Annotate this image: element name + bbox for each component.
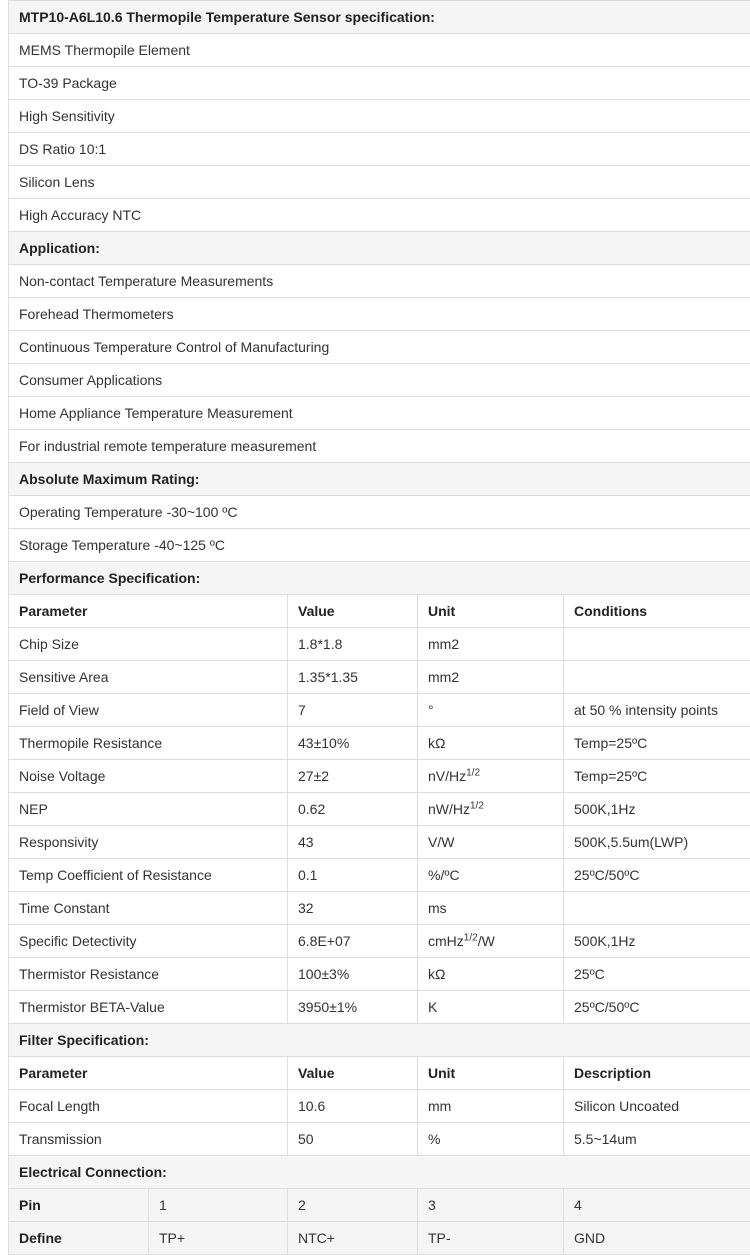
pin-number: 4 bbox=[564, 1189, 750, 1222]
column-header: Unit bbox=[418, 1057, 564, 1090]
description-cell: 5.5~14um bbox=[564, 1123, 750, 1156]
value-cell: 1.35*1.35 bbox=[288, 661, 418, 694]
value-cell: 50 bbox=[288, 1123, 418, 1156]
table-row bbox=[9, 1090, 750, 1123]
value-cell: 1.8*1.8 bbox=[288, 628, 418, 661]
value-cell: 0.1 bbox=[288, 859, 418, 892]
performance-title: Performance Specification: bbox=[9, 562, 750, 595]
table-row bbox=[9, 760, 750, 793]
value-cell: 6.8E+07 bbox=[288, 925, 418, 958]
unit-cell: ° bbox=[418, 694, 564, 727]
condition-cell: Temp=25ºC bbox=[564, 760, 750, 793]
unit-cell: mm2 bbox=[418, 628, 564, 661]
application-item: Forehead Thermometers bbox=[9, 298, 750, 331]
table-row bbox=[9, 859, 750, 892]
pin-number: 2 bbox=[288, 1189, 418, 1222]
table-row bbox=[9, 1123, 750, 1156]
pin-number: 1 bbox=[149, 1189, 288, 1222]
unit-base: cmHz bbox=[428, 933, 464, 949]
param-cell: Thermistor BETA-Value bbox=[9, 991, 288, 1024]
feature-row bbox=[9, 67, 750, 100]
column-header: Parameter bbox=[9, 595, 288, 628]
unit-suffix: /W bbox=[478, 933, 495, 949]
spec-title: MTP10-A6L10.6 Thermopile Temperature Sensor specification: bbox=[9, 1, 750, 34]
column-header: Conditions bbox=[564, 595, 750, 628]
value-cell: 7 bbox=[288, 694, 418, 727]
spec-document bbox=[8, 0, 750, 1217]
value-cell: 43±10% bbox=[288, 727, 418, 760]
column-header: Description bbox=[564, 1057, 750, 1090]
unit-exponent: 1/2 bbox=[470, 800, 484, 811]
condition-cell: Temp=25ºC bbox=[564, 727, 750, 760]
application-row bbox=[9, 397, 750, 430]
param-cell: Sensitive Area bbox=[9, 661, 288, 694]
pin-label: Pin bbox=[9, 1189, 149, 1222]
value-cell: 32 bbox=[288, 892, 418, 925]
absolute-title: Absolute Maximum Rating: bbox=[9, 463, 750, 496]
application-row bbox=[9, 331, 750, 364]
condition-cell bbox=[564, 628, 750, 661]
application-item: Non-contact Temperature Measurements bbox=[9, 265, 750, 298]
column-header: Value bbox=[288, 595, 418, 628]
param-cell: Noise Voltage bbox=[9, 760, 288, 793]
condition-cell: 25ºC/50ºC bbox=[564, 991, 750, 1024]
condition-cell: 25ºC bbox=[564, 958, 750, 991]
filter-header-row bbox=[9, 1057, 750, 1090]
param-cell: Field of View bbox=[9, 694, 288, 727]
param-cell: Chip Size bbox=[9, 628, 288, 661]
unit-cell: K bbox=[418, 991, 564, 1024]
param-cell: Focal Length bbox=[9, 1090, 288, 1123]
electrical-title: Electrical Connection: bbox=[9, 1156, 750, 1189]
spec-title-row bbox=[9, 1, 750, 34]
condition-cell bbox=[564, 892, 750, 925]
filter-title-row bbox=[9, 1024, 750, 1057]
feature-item: High Sensitivity bbox=[9, 100, 750, 133]
table-row bbox=[9, 727, 750, 760]
condition-cell bbox=[564, 661, 750, 694]
unit-exponent: 1/2 bbox=[464, 932, 478, 943]
pin-define: GND bbox=[564, 1222, 750, 1255]
application-item: For industrial remote temperature measurement bbox=[9, 430, 750, 463]
application-row bbox=[9, 265, 750, 298]
define-row bbox=[9, 1222, 750, 1255]
table-row bbox=[9, 694, 750, 727]
pin-define: TP- bbox=[418, 1222, 564, 1255]
unit-cell: V/W bbox=[418, 826, 564, 859]
filter-title: Filter Specification: bbox=[9, 1024, 750, 1057]
feature-item: TO-39 Package bbox=[9, 67, 750, 100]
spec-table bbox=[8, 0, 750, 1255]
application-title-row bbox=[9, 232, 750, 265]
feature-row bbox=[9, 100, 750, 133]
table-row bbox=[9, 793, 750, 826]
table-row bbox=[9, 628, 750, 661]
table-row bbox=[9, 661, 750, 694]
value-cell: 27±2 bbox=[288, 760, 418, 793]
value-cell: 43 bbox=[288, 826, 418, 859]
absolute-title-row bbox=[9, 463, 750, 496]
absolute-row bbox=[9, 529, 750, 562]
table-row bbox=[9, 925, 750, 958]
column-header: Value bbox=[288, 1057, 418, 1090]
absolute-item: Storage Temperature -40~125 ºC bbox=[9, 529, 750, 562]
param-cell: Thermistor Resistance bbox=[9, 958, 288, 991]
application-row bbox=[9, 364, 750, 397]
table-row bbox=[9, 892, 750, 925]
unit-cell bbox=[418, 925, 564, 958]
unit-cell: ms bbox=[418, 892, 564, 925]
feature-row bbox=[9, 34, 750, 67]
unit-exponent: 1/2 bbox=[466, 767, 480, 778]
value-cell: 10.6 bbox=[288, 1090, 418, 1123]
unit-cell: kΩ bbox=[418, 727, 564, 760]
feature-item: Silicon Lens bbox=[9, 166, 750, 199]
condition-cell: 25ºC/50ºC bbox=[564, 859, 750, 892]
unit-cell: % bbox=[418, 1123, 564, 1156]
application-row bbox=[9, 430, 750, 463]
column-header: Parameter bbox=[9, 1057, 288, 1090]
unit-cell: mm2 bbox=[418, 661, 564, 694]
pin-number: 3 bbox=[418, 1189, 564, 1222]
table-row bbox=[9, 991, 750, 1024]
param-cell: Transmission bbox=[9, 1123, 288, 1156]
absolute-item: Operating Temperature -30~100 ºC bbox=[9, 496, 750, 529]
param-cell: Thermopile Resistance bbox=[9, 727, 288, 760]
table-row bbox=[9, 958, 750, 991]
condition-cell: 500K,1Hz bbox=[564, 925, 750, 958]
pin-define: NTC+ bbox=[288, 1222, 418, 1255]
param-cell: Time Constant bbox=[9, 892, 288, 925]
feature-row bbox=[9, 133, 750, 166]
feature-row bbox=[9, 166, 750, 199]
param-cell: Specific Detectivity bbox=[9, 925, 288, 958]
unit-cell: %/ºC bbox=[418, 859, 564, 892]
table-row bbox=[9, 826, 750, 859]
feature-item: DS Ratio 10:1 bbox=[9, 133, 750, 166]
unit-cell: kΩ bbox=[418, 958, 564, 991]
feature-row bbox=[9, 199, 750, 232]
param-cell: NEP bbox=[9, 793, 288, 826]
value-cell: 0.62 bbox=[288, 793, 418, 826]
performance-title-row bbox=[9, 562, 750, 595]
condition-cell: 500K,5.5um(LWP) bbox=[564, 826, 750, 859]
application-item: Consumer Applications bbox=[9, 364, 750, 397]
param-cell: Temp Coefficient of Resistance bbox=[9, 859, 288, 892]
param-cell: Responsivity bbox=[9, 826, 288, 859]
value-cell: 3950±1% bbox=[288, 991, 418, 1024]
unit-base: nW/Hz bbox=[428, 801, 470, 817]
condition-cell: 500K,1Hz bbox=[564, 793, 750, 826]
performance-header-row bbox=[9, 595, 750, 628]
unit-cell bbox=[418, 760, 564, 793]
application-item: Continuous Temperature Control of Manufacturing bbox=[9, 331, 750, 364]
define-label: Define bbox=[9, 1222, 149, 1255]
value-cell: 100±3% bbox=[288, 958, 418, 991]
condition-cell: at 50 % intensity points bbox=[564, 694, 750, 727]
column-header: Unit bbox=[418, 595, 564, 628]
absolute-row bbox=[9, 496, 750, 529]
unit-cell: mm bbox=[418, 1090, 564, 1123]
description-cell: Silicon Uncoated bbox=[564, 1090, 750, 1123]
feature-item: MEMS Thermopile Element bbox=[9, 34, 750, 67]
electrical-title-row bbox=[9, 1156, 750, 1189]
unit-cell bbox=[418, 793, 564, 826]
unit-base: nV/Hz bbox=[428, 768, 466, 784]
feature-item: High Accuracy NTC bbox=[9, 199, 750, 232]
application-row bbox=[9, 298, 750, 331]
application-title: Application: bbox=[9, 232, 750, 265]
pin-define: TP+ bbox=[149, 1222, 288, 1255]
application-item: Home Appliance Temperature Measurement bbox=[9, 397, 750, 430]
